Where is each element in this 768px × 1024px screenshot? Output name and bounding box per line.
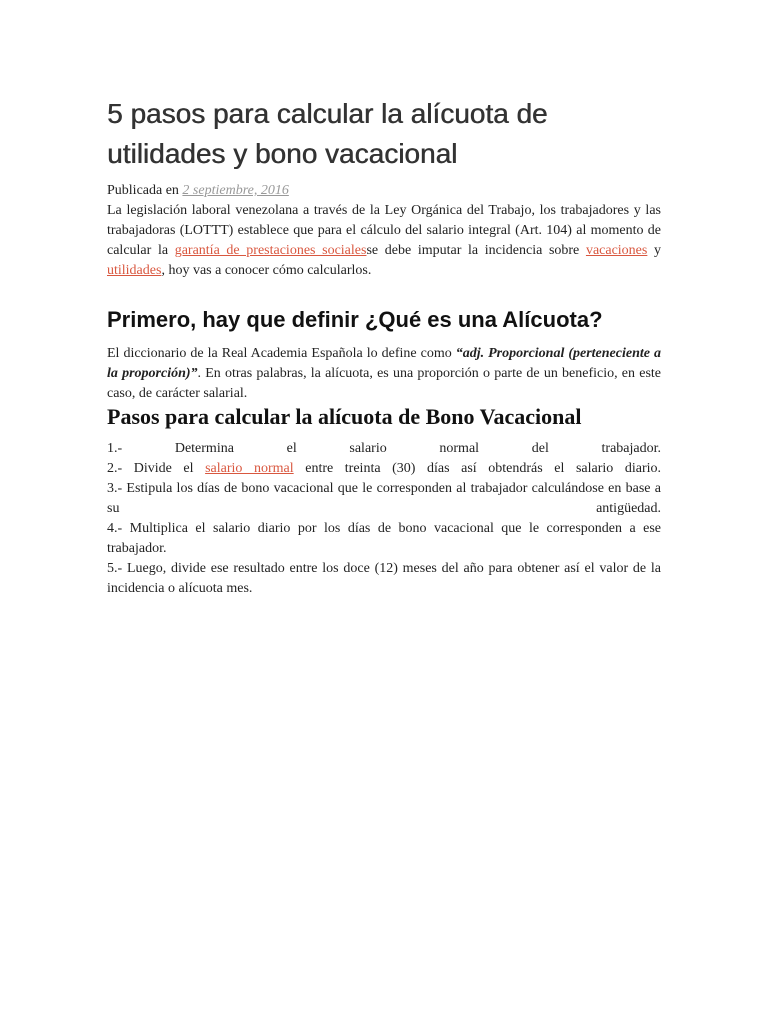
published-date-link[interactable]: 2 septiembre, 2016: [182, 183, 289, 198]
definition-text-2: . En otras palabras, la alícuota, es una proporción o parte de un beneficio, en este caso, de carácter salarial.: [107, 366, 661, 401]
section-heading-pasos: Pasos para calcular la alícuota de Bono Vacacional: [107, 404, 582, 429]
step-5: 5.- Luego, divide ese resultado entre los doce (12) meses del año para obtener así el valor de la incidencia o alícuota mes.: [107, 561, 661, 596]
intro-text-4: , hoy vas a conocer cómo calcularlos.: [161, 263, 372, 278]
published-label: Publicada en: [107, 183, 183, 198]
link-garantia-prestaciones[interactable]: garantía de prestaciones sociales: [174, 243, 367, 258]
step-3: 3.- Estipula los días de bono vacacional que le corresponden al trabajador calculándose en base a su antigüedad.: [107, 481, 661, 516]
article-title: 5 pasos para calcular la alícuota de utilidades y bono vacacional: [107, 98, 548, 169]
intro-paragraph: [107, 201, 661, 281]
step-2-text-a: 2.- Divide el: [107, 461, 206, 476]
link-utilidades[interactable]: utilidades: [107, 263, 162, 278]
definition-quote: “adj. Proporcional (perteneciente a la proporción)”: [107, 346, 661, 381]
published-meta: [107, 181, 289, 201]
link-salario-normal[interactable]: salario normal: [205, 461, 294, 476]
intro-text-1: La legislación laboral venezolana a través de la Ley Orgánica del Trabajo, los trabajadores y las trabajadoras (LOTTT) establece que para el cálculo del salario integral (Art. 104) al momento de calcular la: [107, 203, 661, 258]
definition-text-1: El diccionario de la Real Academia Española lo define como: [107, 346, 456, 361]
intro-text-3: y: [647, 243, 662, 258]
step-1: 1.- Determina el salario normal del trabajador.: [107, 441, 661, 456]
intro-text-2: se debe imputar la incidencia sobre: [366, 243, 586, 258]
definition-paragraph: [107, 344, 661, 404]
steps-list: [107, 439, 661, 599]
step-4: 4.- Multiplica el salario diario por los días de bono vacacional que le corresponden a ese trabajador.: [107, 521, 661, 556]
step-2-text-b: entre treinta (30) días así obtendrás el salario diario.: [293, 461, 661, 476]
section-heading-alicuota: Primero, hay que definir ¿Qué es una Alícuota?: [107, 307, 603, 332]
step-2: [107, 459, 661, 479]
link-vacaciones[interactable]: vacaciones: [585, 243, 648, 258]
